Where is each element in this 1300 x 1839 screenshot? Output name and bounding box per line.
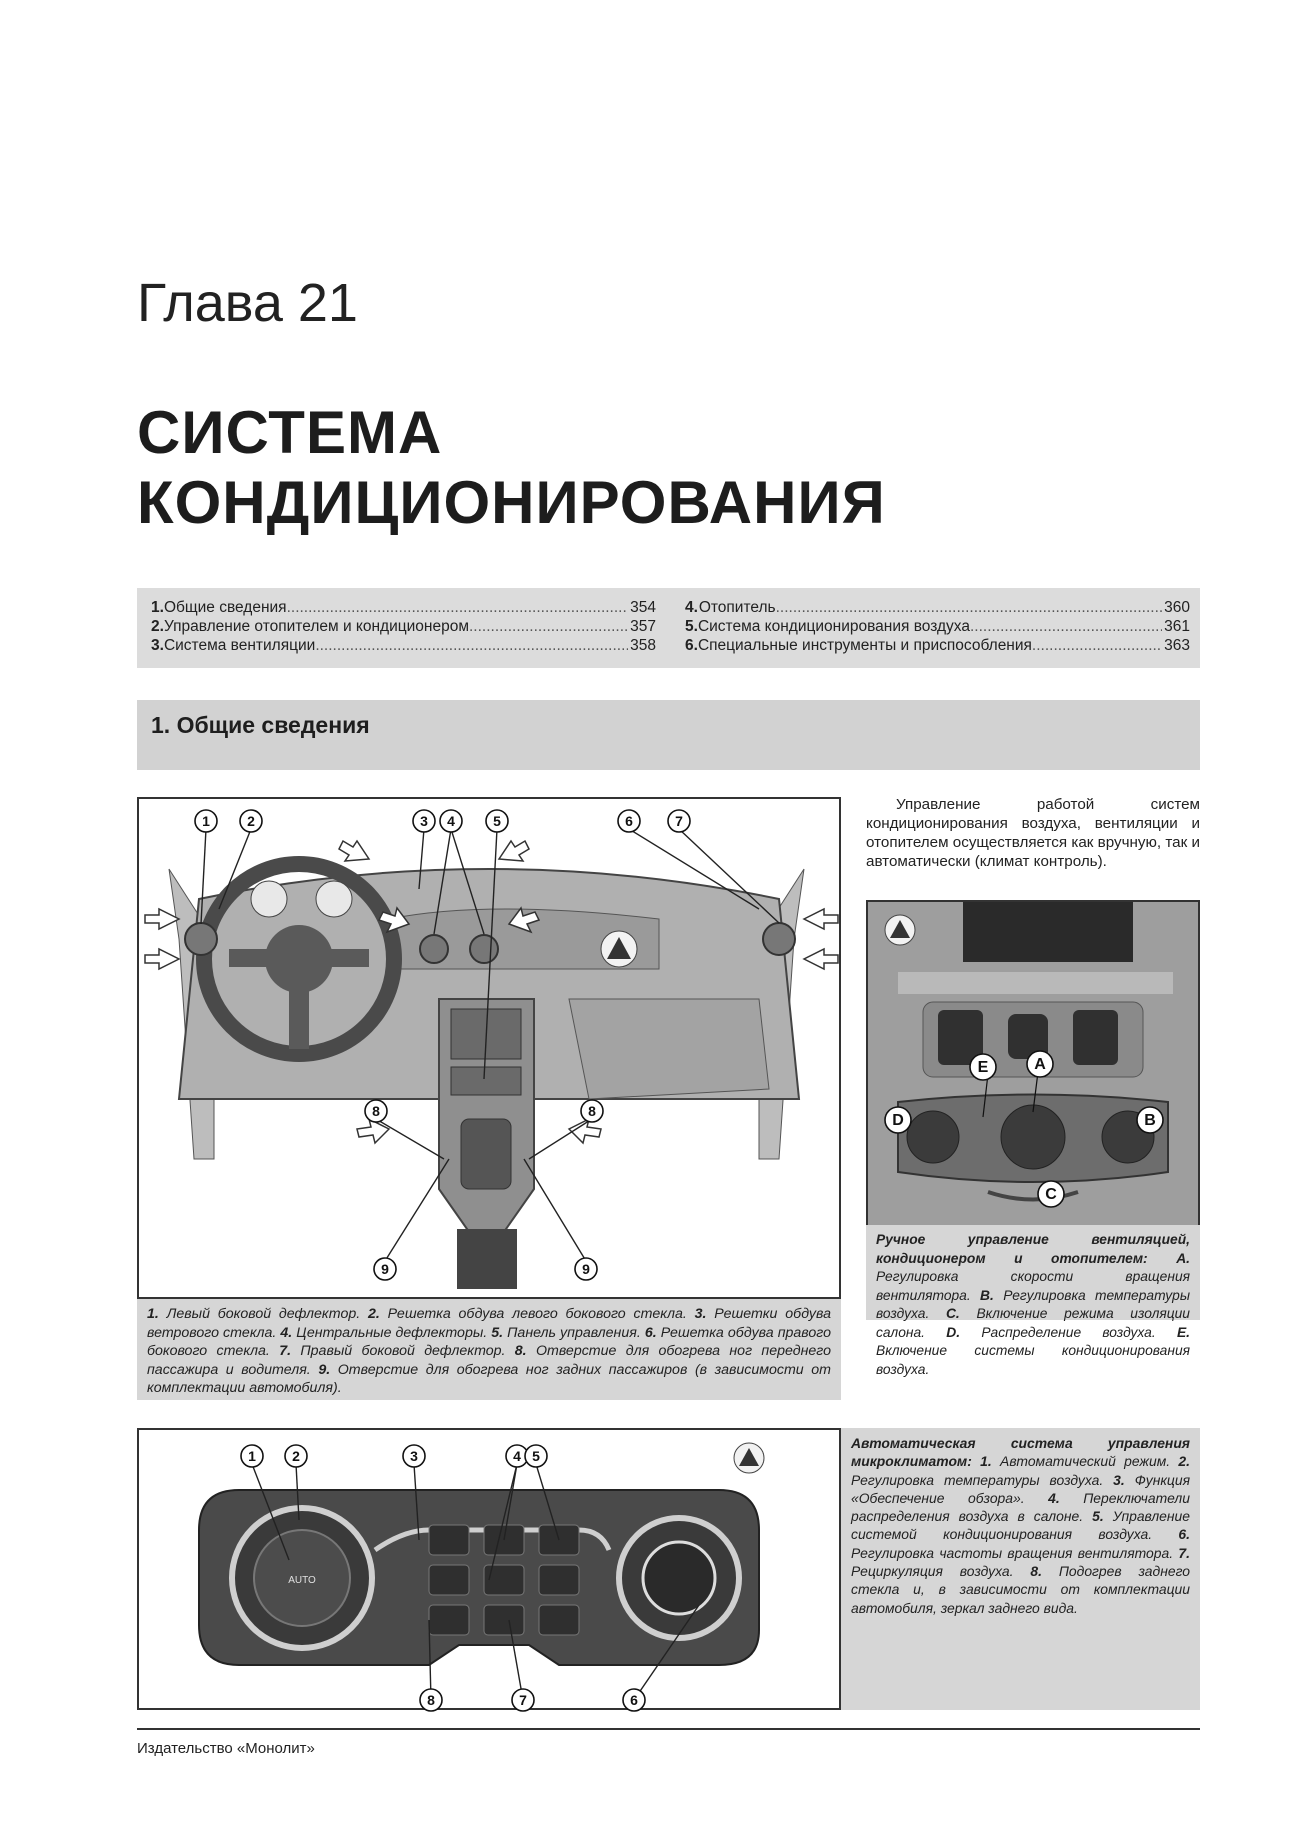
manual-controls-illustration xyxy=(868,902,1198,1227)
toc-entry[interactable] xyxy=(685,598,1190,617)
caption-item-number: 7. xyxy=(1178,1544,1190,1561)
table-of-contents xyxy=(137,588,1200,668)
caption-item-text: Включение режима изоляции салона. xyxy=(876,1306,1190,1340)
caption-item-text: Переключатели распределения воздуха в салоне. xyxy=(851,1489,1190,1525)
caption-item-number: 5. xyxy=(491,1324,504,1341)
callout-marker xyxy=(623,1689,645,1711)
auto-button-label: AUTO xyxy=(288,1575,316,1586)
figure-auto-caption-box xyxy=(841,1428,1200,1710)
caption-item-number: 6. xyxy=(1178,1526,1190,1543)
toc-title: Управление отопителем и кондиционером xyxy=(163,618,469,635)
toc-number: 2. xyxy=(151,618,164,635)
figure-manual-controls xyxy=(866,900,1200,1225)
auto-climate-illustration xyxy=(139,1430,839,1712)
toc-entry[interactable] xyxy=(151,617,656,636)
caption-item-text: Решетка обдува левого бокового стекла. xyxy=(379,1306,695,1322)
caption-item-text: Функция «Обеспечение обзора». xyxy=(851,1471,1190,1506)
caption-item-number: 9. xyxy=(318,1361,331,1378)
section-number: 1. xyxy=(151,712,171,738)
callout-label: 2 xyxy=(247,813,255,829)
toc-page: 363 xyxy=(1164,637,1190,654)
caption-item-text: Подогрев заднего стекла и, в зависимости от комплектации автомобиля, зеркал заднего вида. xyxy=(851,1563,1190,1616)
section-name: Общие сведения xyxy=(176,712,370,738)
monolith-logo-icon xyxy=(734,1443,764,1473)
caption-text xyxy=(876,1232,1190,1377)
toc-number: 6. xyxy=(685,637,698,654)
toc-page: 354 xyxy=(630,599,656,616)
figure-auto-climate xyxy=(137,1428,841,1710)
monolith-logo-icon xyxy=(885,915,915,945)
callout-label: 8 xyxy=(427,1692,435,1708)
caption-item-text: Отверстие для обогрева ног задних пассажиров (в зависимости от комплектации автомобиля). xyxy=(147,1361,831,1396)
callout-label: 9 xyxy=(381,1261,389,1277)
toc-entry[interactable] xyxy=(685,617,1190,636)
callout-label: 7 xyxy=(675,813,683,829)
callout-marker xyxy=(413,810,435,832)
chapter-title xyxy=(137,398,886,538)
caption-item-text: Регулировка скорости вращения вентилятора. xyxy=(876,1269,1190,1303)
caption-heading: Ручное управление вентиляцией, кондиционером и отопителем: xyxy=(876,1232,1190,1266)
toc-title: Отопитель xyxy=(698,599,776,616)
toc-leader xyxy=(776,598,1163,617)
intro-paragraph: Управление работой систем кондиционирования воздуха, вентиляции и отопителем осуществляется как вручную, так и автоматически (климат контроль). xyxy=(866,796,1200,870)
toc-title: Специальные инструменты и приспособления xyxy=(697,637,1032,654)
callout-label: D xyxy=(892,1112,904,1129)
callout-marker xyxy=(240,810,262,832)
callout-marker xyxy=(1027,1051,1053,1077)
caption-item-number: C. xyxy=(945,1306,960,1321)
caption-item-text: Центральные дефлекторы. xyxy=(292,1324,492,1341)
callout-label: E xyxy=(977,1059,989,1076)
monolith-logo-icon xyxy=(601,931,637,967)
toc-column-right xyxy=(685,598,1190,655)
caption-item-number: 1. xyxy=(147,1306,159,1322)
caption-item-number: 4. xyxy=(280,1324,293,1341)
callout-label: 9 xyxy=(582,1261,590,1277)
caption-item-text: Включение системы кондиционирования воздуха. xyxy=(876,1343,1190,1377)
toc-number: 5. xyxy=(685,618,698,635)
title-line-1: СИСТЕМА xyxy=(137,399,443,466)
toc-title: Система вентиляции xyxy=(163,637,316,654)
caption-item-text: Правый боковой дефлектор. xyxy=(291,1343,515,1359)
figure-manual-caption xyxy=(866,1225,1200,1377)
title-line-2: КОНДИЦИОНИРОВАНИЯ xyxy=(137,469,886,536)
caption-item-number: 7. xyxy=(279,1343,292,1359)
callout-marker xyxy=(1038,1181,1064,1207)
caption-item-number: 3. xyxy=(694,1306,707,1322)
toc-page: 357 xyxy=(630,618,656,635)
callout-label: 7 xyxy=(519,1692,527,1708)
caption-item-text: Регулировка температуры воздуха. xyxy=(876,1287,1190,1321)
callout-label: 8 xyxy=(372,1103,380,1119)
callout-marker xyxy=(970,1054,996,1080)
caption-item-number: 2. xyxy=(367,1306,380,1322)
callout-marker xyxy=(285,1445,307,1467)
callout-marker xyxy=(618,810,640,832)
callout-marker xyxy=(575,1258,597,1280)
caption-text xyxy=(851,1435,1190,1616)
toc-number: 3. xyxy=(151,637,164,654)
toc-leader xyxy=(970,617,1162,636)
caption-item-text: Регулировка частоты вращения вентилятора. xyxy=(851,1544,1179,1561)
caption-item-number: A. xyxy=(1176,1250,1190,1266)
caption-item-text: Панель управления. xyxy=(503,1324,645,1341)
callout-label: B xyxy=(1144,1112,1156,1129)
callout-label: C xyxy=(1045,1186,1057,1203)
toc-title: Общие сведения xyxy=(163,599,287,616)
caption-item-text: Регулировка температуры воздуха. xyxy=(851,1471,1114,1488)
callout-label: 4 xyxy=(513,1448,521,1464)
caption-item-number: D. xyxy=(946,1324,961,1340)
figure-dashboard xyxy=(137,797,841,1299)
callout-marker xyxy=(195,810,217,832)
caption-item-number: E. xyxy=(1176,1324,1190,1340)
callout-marker xyxy=(486,810,508,832)
dashboard-illustration xyxy=(139,799,839,1301)
caption-item-number: 6. xyxy=(644,1324,657,1341)
callout-marker xyxy=(668,810,690,832)
callout-label: 1 xyxy=(248,1448,256,1464)
callout-marker xyxy=(241,1445,263,1467)
section-title xyxy=(151,712,370,739)
callout-label: 5 xyxy=(532,1448,540,1464)
caption-heading: Автоматическая система управления микроклиматом: xyxy=(851,1435,1190,1470)
caption-item-number: 3. xyxy=(1113,1471,1125,1488)
caption-item-text: Решетки обдува ветрового стекла. xyxy=(147,1306,831,1341)
callout-marker xyxy=(403,1445,425,1467)
toc-number: 4. xyxy=(685,599,698,616)
toc-leader xyxy=(287,598,629,617)
toc-page: 360 xyxy=(1164,599,1190,616)
callout-label: 5 xyxy=(493,813,501,829)
toc-number: 1. xyxy=(151,599,164,616)
caption-item-number: 8. xyxy=(1030,1563,1042,1580)
callout-marker xyxy=(374,1258,396,1280)
callout-label: 4 xyxy=(447,813,455,829)
caption-item-text: Распределение воздуха. xyxy=(960,1324,1177,1340)
toc-leader xyxy=(1032,636,1162,655)
toc-entry[interactable] xyxy=(685,636,1190,655)
toc-title: Система кондиционирования воздуха xyxy=(697,618,970,635)
callout-label: 3 xyxy=(420,813,428,829)
callout-label: 3 xyxy=(410,1448,418,1464)
toc-page: 358 xyxy=(630,637,656,654)
callout-label: 8 xyxy=(588,1103,596,1119)
toc-page: 361 xyxy=(1164,618,1190,635)
caption-item-text: Отверстие для обогрева ног переднего пассажира и водителя. xyxy=(147,1343,831,1378)
callout-marker xyxy=(1137,1107,1163,1133)
caption-item-number: 8. xyxy=(514,1343,527,1359)
caption-text xyxy=(147,1306,831,1396)
callout-label: 2 xyxy=(292,1448,300,1464)
caption-item-number: B. xyxy=(980,1287,994,1303)
figure-dashboard-caption xyxy=(137,1299,841,1400)
chapter-heading: Глава 21 xyxy=(137,273,358,333)
caption-item-number: 4. xyxy=(1048,1489,1060,1506)
caption-item-text: Левый боковой дефлектор. xyxy=(158,1306,368,1322)
callout-marker xyxy=(885,1107,911,1133)
callout-marker xyxy=(512,1689,534,1711)
callout-marker xyxy=(365,1100,387,1122)
caption-item-text: Решетка обдува правого бокового стекла. xyxy=(147,1324,831,1359)
toc-leader xyxy=(469,617,628,636)
toc-column-left xyxy=(151,598,656,655)
toc-leader xyxy=(315,636,628,655)
caption-item-number: 5. xyxy=(1092,1508,1104,1525)
caption-item-number: 1. xyxy=(980,1453,992,1470)
section-header xyxy=(137,700,1200,770)
caption-item-text: Автоматический режим. xyxy=(991,1453,1179,1470)
toc-entry[interactable] xyxy=(151,598,656,617)
caption-item-number: 2. xyxy=(1178,1453,1190,1470)
callout-marker xyxy=(420,1689,442,1711)
callout-label: A xyxy=(1034,1056,1046,1073)
publisher-footer: Издательство «Монолит» xyxy=(137,1740,315,1757)
callout-marker xyxy=(581,1100,603,1122)
callout-label: 6 xyxy=(630,1692,638,1708)
caption-item-text: Рециркуляция воздуха. xyxy=(851,1563,1031,1580)
callout-label: 1 xyxy=(202,813,210,829)
callout-marker xyxy=(440,810,462,832)
caption-item-text: Управление системой кондиционирования воздуха. xyxy=(851,1508,1190,1543)
toc-entry[interactable] xyxy=(151,636,656,655)
footer-rule xyxy=(137,1728,1200,1730)
callout-marker xyxy=(525,1445,547,1467)
callout-label: 6 xyxy=(625,813,633,829)
